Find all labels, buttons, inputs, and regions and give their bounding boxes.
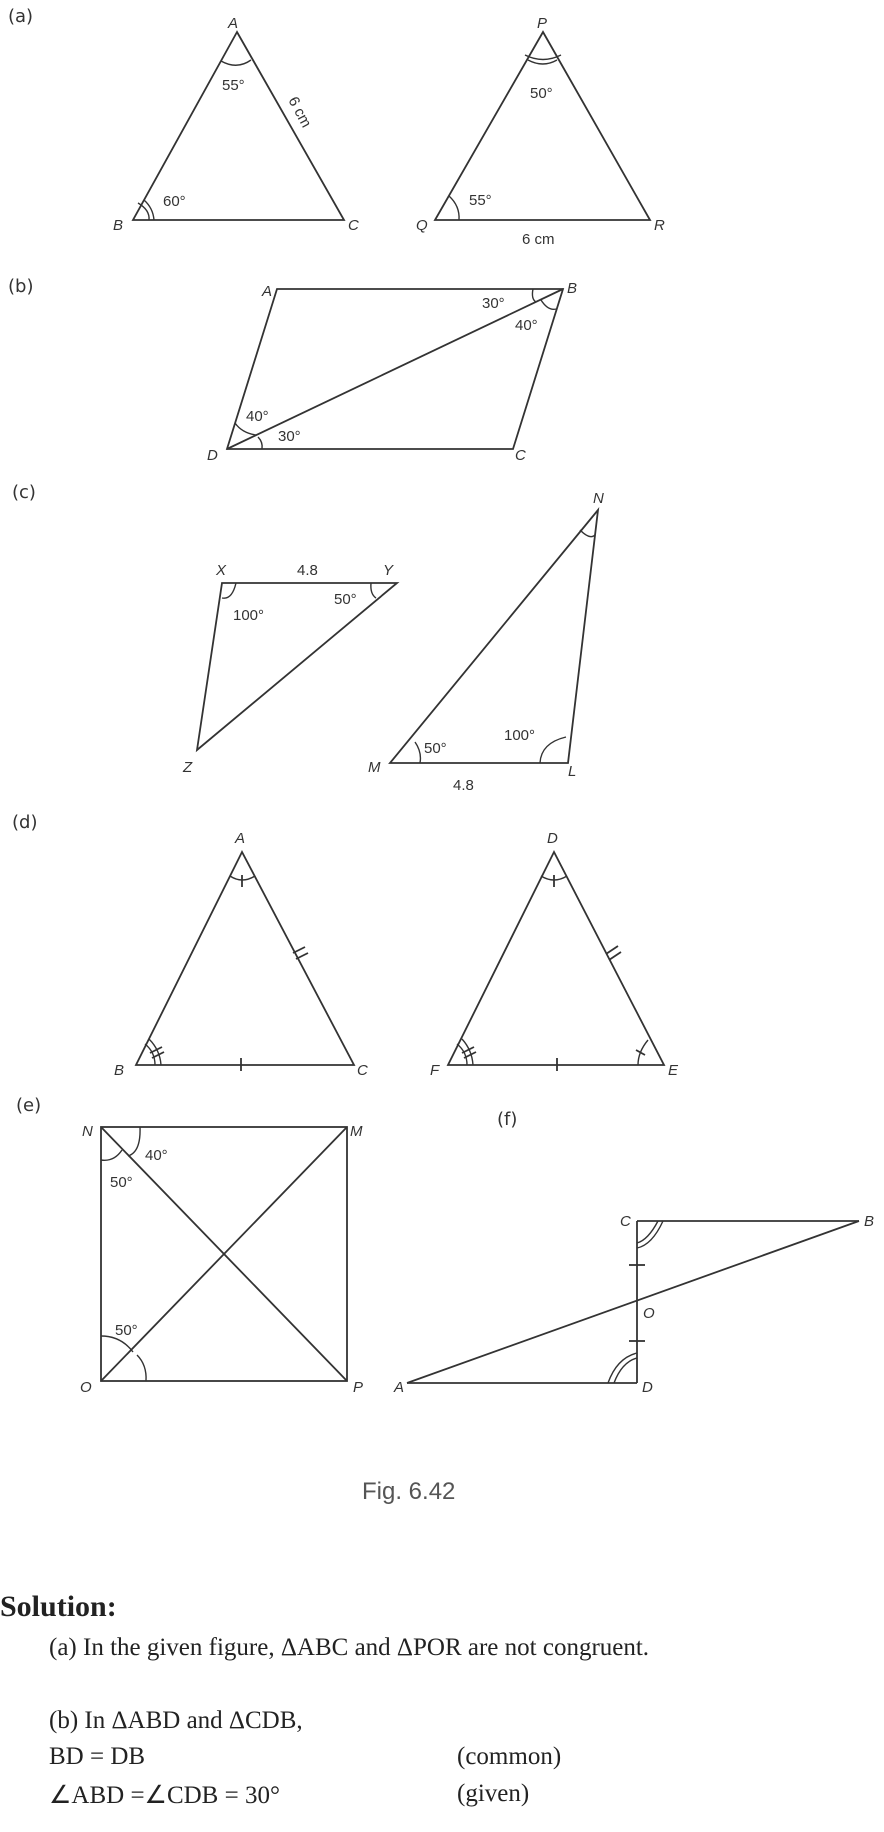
side-ml-label: 4.8 bbox=[453, 777, 474, 794]
vertex-m-e: M bbox=[350, 1123, 363, 1140]
angle-abd-label: 30° bbox=[482, 295, 505, 312]
vertex-c-d: C bbox=[357, 1062, 368, 1079]
vertex-a-d: A bbox=[235, 830, 246, 847]
angle-y-label: 50° bbox=[334, 591, 357, 608]
vertex-n: N bbox=[593, 490, 604, 507]
angle-a-label: 55° bbox=[222, 77, 245, 94]
vertex-y: Y bbox=[383, 562, 394, 579]
angle-b-label: 60° bbox=[163, 193, 186, 210]
vertex-a-b: A bbox=[262, 283, 273, 300]
proof-statement: BD = DB bbox=[49, 1743, 146, 1770]
part-label-c: (c) bbox=[12, 482, 36, 503]
part-label-a: (a) bbox=[8, 6, 34, 27]
angle-m-label: 50° bbox=[424, 740, 447, 757]
figure-caption: Fig. 6.42 bbox=[362, 1478, 456, 1505]
angle-mno-label: 40° bbox=[145, 1147, 168, 1164]
angle-adb-label: 40° bbox=[246, 408, 269, 425]
vertex-b-d: B bbox=[114, 1062, 125, 1079]
vertex-c-f: C bbox=[620, 1213, 631, 1230]
part-label-d: (d) bbox=[12, 812, 38, 833]
vertex-p-e: P bbox=[353, 1379, 364, 1396]
angle-dbc-label: 40° bbox=[515, 317, 538, 334]
vertex-q: Q bbox=[416, 217, 428, 234]
angle-p-label: 50° bbox=[530, 85, 553, 102]
vertex-p: P bbox=[537, 15, 548, 32]
proof-reason: (common) bbox=[457, 1743, 562, 1770]
solution-line-b: (b) In ΔABD and ΔCDB, bbox=[49, 1707, 303, 1734]
solution-line-a: (a) In the given figure, ΔABC and ΔPOR are not congruent. bbox=[49, 1634, 650, 1661]
part-label-f: (f) bbox=[497, 1109, 518, 1130]
angle-bdc-label: 30° bbox=[278, 428, 301, 445]
angle-q-label: 55° bbox=[469, 192, 492, 209]
part-label-b: (b) bbox=[8, 276, 34, 297]
vertex-o-f: O bbox=[643, 1305, 655, 1322]
vertex-a-f: A bbox=[394, 1379, 405, 1396]
side-ac-label: 6 cm bbox=[284, 93, 315, 131]
side-xy-label: 4.8 bbox=[297, 562, 318, 579]
vertex-b: B bbox=[113, 217, 124, 234]
vertex-c-b: C bbox=[515, 447, 526, 464]
triangle-pqr-a bbox=[416, 15, 665, 248]
triangle-xyz-c bbox=[182, 562, 397, 776]
side-qr-label: 6 cm bbox=[522, 231, 555, 248]
angle-x-label: 100° bbox=[233, 607, 265, 624]
triangle-abc-a bbox=[113, 15, 359, 234]
square-nmpo-e bbox=[80, 1123, 363, 1396]
vertex-o-e: O bbox=[80, 1379, 92, 1396]
vertex-d-b: D bbox=[207, 447, 218, 464]
vertex-z: Z bbox=[183, 759, 193, 776]
vertex-r: R bbox=[654, 217, 665, 234]
vertex-d-f: D bbox=[642, 1379, 653, 1396]
vertex-n-e: N bbox=[82, 1123, 93, 1140]
figure-f bbox=[393, 1213, 874, 1396]
vertex-l: L bbox=[568, 763, 577, 780]
proof-statement: ∠ABD =∠CDB = 30° bbox=[49, 1782, 280, 1809]
angle-nom-label: 50° bbox=[115, 1322, 138, 1339]
triangle-dfe-d bbox=[430, 830, 679, 1079]
triangle-abc-d bbox=[114, 830, 368, 1079]
vertex-b-b: B bbox=[567, 280, 578, 297]
vertex-f-d: F bbox=[430, 1062, 440, 1079]
angle-l-label: 100° bbox=[504, 727, 536, 744]
vertex-d-d: D bbox=[547, 830, 558, 847]
angle-onm-label: 50° bbox=[110, 1174, 133, 1191]
solution-heading: Solution: bbox=[0, 1590, 117, 1623]
vertex-m: M bbox=[368, 759, 381, 776]
part-label-e: (e) bbox=[16, 1095, 42, 1116]
parallelogram-abcd-b bbox=[207, 280, 577, 464]
vertex-x: X bbox=[216, 562, 227, 579]
vertex-a: A bbox=[228, 15, 239, 32]
vertex-b-f: B bbox=[864, 1213, 875, 1230]
proof-reason: (given) bbox=[457, 1780, 530, 1807]
vertex-c: C bbox=[348, 217, 359, 234]
triangle-nml-c bbox=[368, 490, 604, 794]
vertex-e-d: E bbox=[668, 1062, 679, 1079]
